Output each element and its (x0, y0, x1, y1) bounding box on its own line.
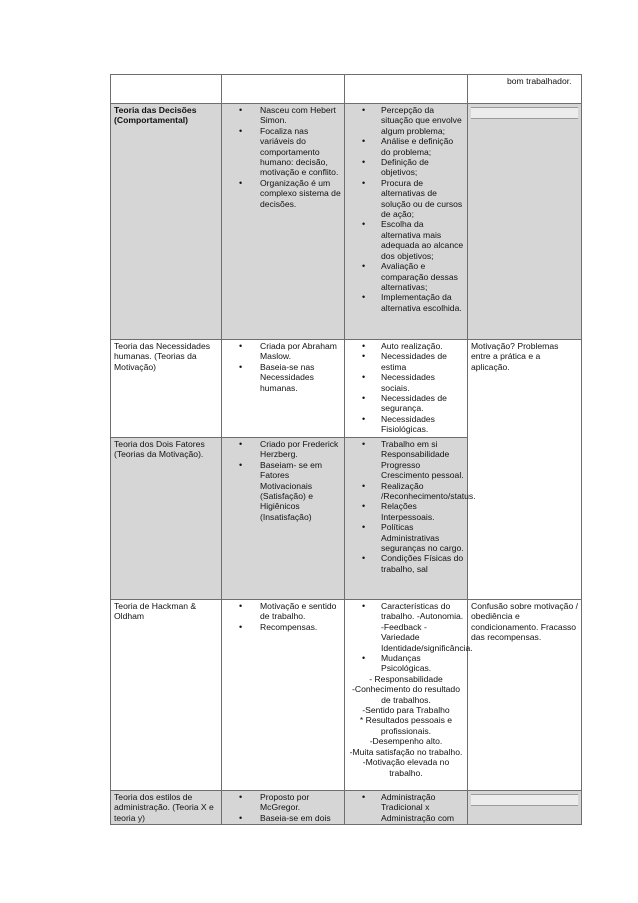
result-line: -Conhecimento do resultado de trabalhos. (352, 684, 460, 705)
list-item: • Escolha da alternativa mais adequada ao alcance dos objetivos; (348, 219, 464, 261)
list-item: • Necessidades sociais. (348, 372, 464, 393)
list-item: • Percepção da situação que envolve algum problema; (348, 105, 464, 136)
items-list (348, 601, 473, 674)
list-item: • Proposto por McGregor. (225, 792, 341, 813)
list-item: • Criada por Abraham Maslow. (225, 341, 341, 362)
table-row (111, 600, 582, 791)
premises-cell (222, 340, 345, 438)
list-item: • Análise e definição do problema; (348, 136, 464, 157)
theory-name: Teoria de Hackman & Oldham (114, 601, 197, 622)
empty-field (471, 107, 578, 119)
list-item: • Procura de alternativas de solução ou de cursos de ação; (348, 178, 464, 220)
items-cell (345, 438, 476, 600)
list-item: • Características do trabalho. -Autonomia. -Feedback -Variedade Identidade/significância. (348, 601, 464, 653)
notes-cell (468, 340, 582, 600)
result-line: -Sentido para Trabalho (362, 705, 450, 716)
result-line: -Motivação elevada no trabalho. (362, 757, 450, 778)
theory-name: Teoria dos Dois Fatores (Teorias da Motivação). (114, 439, 205, 460)
notes-text: Confusão sobre motivação / obediência e condicionamento. Fracasso das recompensas. (471, 601, 579, 643)
list-item: • Auto realização. (348, 341, 464, 351)
theory-cell (111, 340, 222, 438)
items-cell (345, 104, 468, 340)
theory-cell (111, 104, 222, 340)
list-item: • Organização é um complexo sistema de decisões. (225, 178, 341, 209)
list-item: • Implementação da alternativa escolhida. (348, 292, 464, 313)
table-row (111, 340, 582, 438)
premises-list (225, 439, 341, 522)
items-list (348, 105, 464, 313)
items-cell (345, 600, 473, 791)
notes-cell (468, 600, 582, 791)
list-item: • Baseiam- se em Fatores Motivacionais (Satisfação) e Higiênicos (Insatisfação) (225, 460, 341, 522)
items-cell (345, 791, 468, 825)
list-item: • Criado por Frederick Herzberg. (225, 439, 341, 460)
notes-cell (468, 104, 582, 340)
empty-field (471, 794, 578, 806)
items-cell (345, 340, 468, 438)
theory-cell (111, 791, 222, 825)
premises-list (225, 105, 341, 209)
list-item: • Relações Interpessoais. (348, 501, 464, 522)
premises-list (225, 601, 341, 632)
theory-cell (111, 438, 222, 600)
list-item: • Focaliza nas variáveis do comportamento humano: decisão, motivação e conflito. (225, 126, 341, 178)
theories-table (110, 74, 582, 825)
premises-list (225, 341, 341, 393)
items-list (348, 341, 464, 435)
premises-cell (222, 438, 345, 600)
theory-cell (111, 600, 222, 791)
result-line: -Muita satisfação no trabalho. (349, 746, 463, 757)
table-row (111, 104, 582, 340)
list-item: • Baseia-se em dois (225, 813, 341, 823)
list-item: • Necessidades Fisiológicas. (348, 414, 464, 435)
items-list (348, 439, 476, 574)
result-line: - Responsabilidade (369, 673, 443, 684)
list-item: • Administração Tradicional x Administração com (348, 792, 464, 823)
list-item: • Recompensas. (225, 622, 341, 632)
theory-name: Teoria das Decisões (Comportamental) (114, 105, 197, 126)
premises-cell (222, 600, 345, 791)
list-item: • Políticas Administrativas seguranças no cargo. (348, 522, 464, 553)
list-item: • Mudanças Psicológicas. (348, 653, 464, 674)
list-item: • Avaliação e comparação dessas alternativas; (348, 261, 464, 292)
list-item: • Necessidades de segurança. (348, 393, 464, 414)
premises-cell (222, 791, 345, 825)
list-item: • Motivação e sentido de trabalho. (225, 601, 341, 622)
premises-list (225, 792, 341, 823)
theory-name: Teoria dos estilos de administração. (Teoria X e teoria y) (114, 792, 214, 823)
list-item: • Necessidades de estima (348, 351, 464, 372)
list-item: • Baseia-se nas Necessidades humanas. (225, 362, 341, 393)
notes-cell (468, 791, 582, 825)
notes-text: bom trabalhador. (507, 76, 572, 86)
theory-cell (111, 75, 222, 104)
items-cell (345, 75, 468, 104)
theory-name: Teoria das Necessidades humanas. (Teorias da Motivação) (114, 341, 211, 372)
table-row (111, 791, 582, 825)
result-line: * Resultados pessoais e profissionais. (359, 715, 453, 736)
items-list (348, 792, 464, 823)
notes-text: Motivação? Problemas entre a prática e a aplicação. (471, 341, 559, 372)
list-item: • Realização /Reconhecimento/status. (348, 481, 464, 502)
list-item: • Nasceu com Hebert Simon. (225, 105, 341, 126)
result-line: -Desempenho alto. (369, 736, 443, 747)
notes-cell (468, 75, 582, 104)
premises-cell (222, 104, 345, 340)
table-row (111, 75, 582, 104)
list-item: • Trabalho em si Responsabilidade Progresso Crescimento pessoal. (348, 439, 464, 481)
list-item: • Condições Físicas do trabalho, sal (348, 553, 464, 574)
premises-cell (222, 75, 345, 104)
list-item: • Definição de objetivos; (348, 157, 464, 178)
